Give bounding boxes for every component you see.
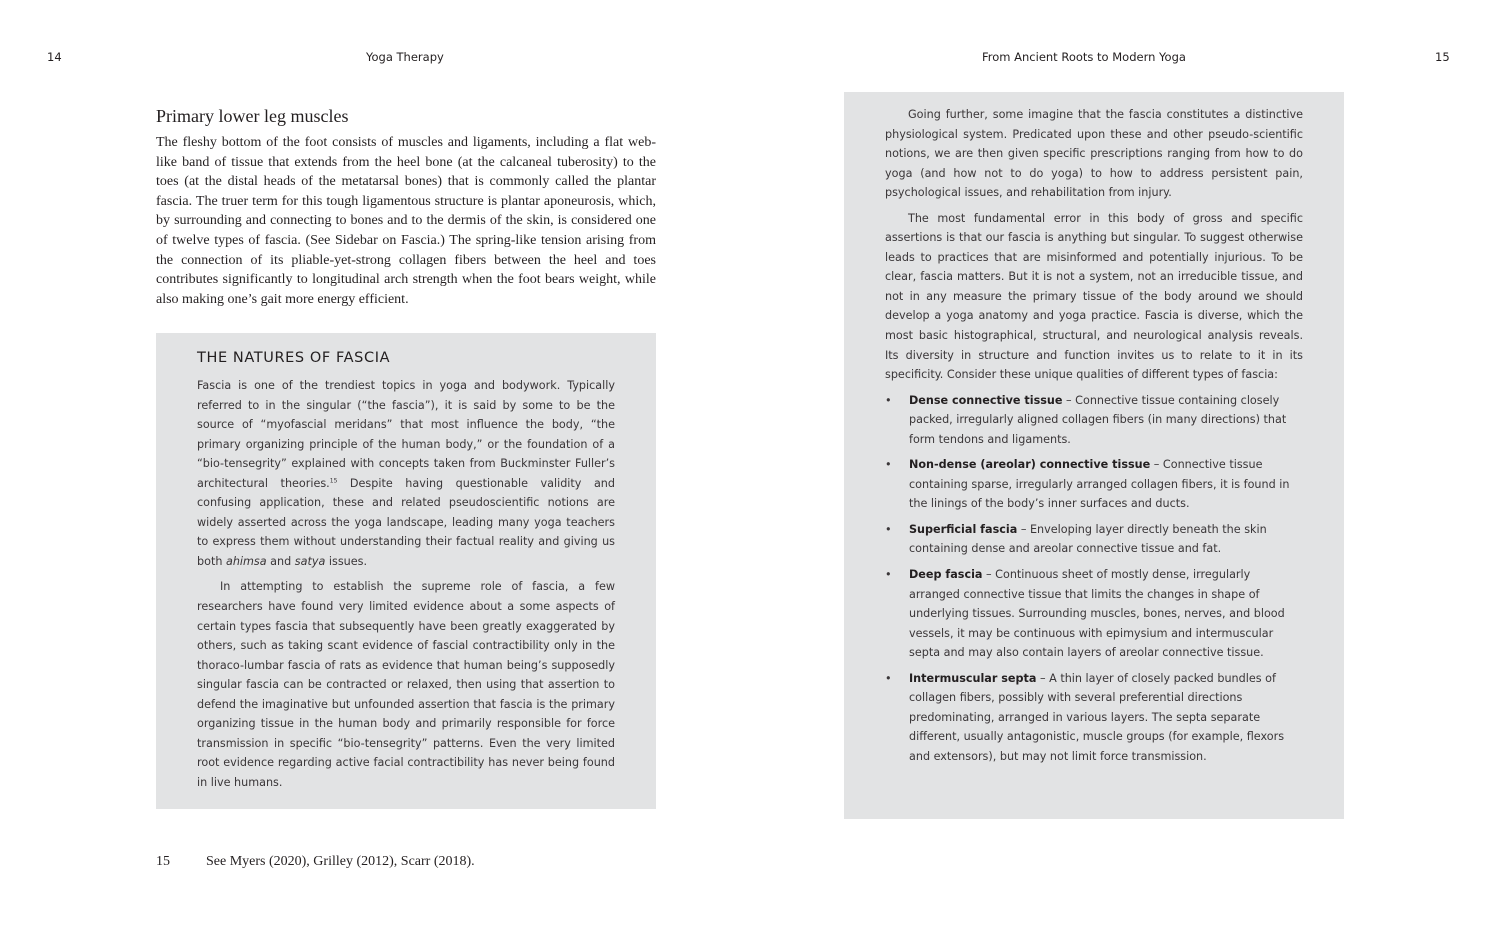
bullet-icon: • (885, 568, 892, 582)
list-item-term: Intermuscular septa (909, 671, 1037, 685)
sidebar-title: THE NATURES OF FASCIA (197, 350, 391, 366)
fascia-sidebar (156, 333, 656, 809)
list-item-text: – Connective tissue containing closely packed, irregularly aligned collagen fibers (in many directions) that form tendons and ligaments. (909, 393, 1287, 446)
list-item (885, 669, 1303, 767)
list-item-text: – A thin layer of closely packed bundles of collagen fibers, possibly with several preferential directions predominating, arranged in various layers. The septa separate different, usually antagonistic, muscle groups (for example, flexors and extensors), but may not limit force transmission. (909, 671, 1285, 763)
list-item-term: Dense connective tissue (909, 393, 1063, 407)
and-text: and (266, 554, 295, 568)
list-item (885, 565, 1303, 663)
ahimsa-term: ahimsa (225, 554, 267, 568)
body-paragraph: The fleshy bottom of the foot consists of muscles and ligaments, including a flat web-like band of tissue that extends from the heel bone (at the calcaneal tuberosity) to the toes (at the distal heads of the metatarsal bones) that is commonly called the plantar fascia. The truer term for this tough ligamentous structure is plantar aponeurosis, which, by surrounding and connecting to bones and to the dermis of the skin, is considered one of twelve types of fascia. (See Sidebar on Fascia.) The spring-like tension arising from the connection of its pliable-yet-strong collagen fibers between the heel and toes contributes significantly to longitudinal arch strength when the foot bears weight, while also making one’s gait more energy efficient. (156, 135, 656, 307)
list-item-term: Deep fascia (909, 568, 983, 582)
list-item-text: – Connective tissue containing sparse, irregularly arranged collagen fibers, it is found in the linings of the body’s inner surfaces and ducts. (909, 458, 1290, 511)
fascia-sidebar-continued (844, 92, 1344, 819)
sidebar-paragraph-1-text-a: Fascia is one of the trendiest topics in yoga and bodywork. Typically referred to in the singular (“the fascia”), it is said by some to be the source of “myofascial meridans” that most influence the body, “the primary organizing principle of the human body,” or the foundation of a “bio-tensegrity” explained with concepts taken from Buckminster Fuller’s architectural theories. (197, 379, 615, 490)
list-item (885, 455, 1303, 514)
footnote-reference: 15 (329, 477, 338, 484)
sidebar-paragraph-4: The most fundamental error in this body of gross and specific assertions is that our fascia is anything but singular. To suggest otherwise leads to practices that are misinformed and potentially injurious. To be clear, fascia matters. But it is not a system, not an irreducible tissue, and not in any measure the primary tissue of the body around we should develop a yoga anatomy and yoga practice. Fascia is diverse, which the most basic histographical, structural, and neurological analysis reveals. Its diversity in structure and function invites us to relate to it in its specificity. Consider these unique qualities of different types of fascia: (885, 211, 1303, 382)
section-heading: Primary lower leg muscles (156, 106, 349, 126)
bullet-icon: • (885, 671, 892, 685)
footnote-text: See Myers (2020), Grilley (2012), Scarr (2018). (206, 854, 475, 869)
paragraph-end-text: issues. (325, 554, 368, 568)
right-page-number: 15 (1435, 50, 1450, 64)
bullet-icon: • (885, 522, 892, 536)
footnote-number: 15 (156, 854, 170, 869)
list-item (885, 520, 1303, 559)
sidebar-paragraph-1 (197, 376, 615, 571)
list-item-term: Non-dense (areolar) connective tissue (909, 458, 1151, 472)
sidebar-paragraph-1-text-b: Despite having questionable validity and confusing application, these and related pseudoscientific notions are widely asserted across the yoga landscape, leading many yoga teachers to express them without understanding their factual reality and giving us both (197, 476, 615, 568)
fascia-types-list (885, 391, 1303, 767)
bullet-icon: • (885, 458, 892, 472)
list-item-term: Superficial fascia (909, 522, 1018, 536)
right-running-head: From Ancient Roots to Modern Yoga (982, 50, 1186, 64)
satya-term: satya (294, 554, 326, 568)
sidebar-paragraph-2: In attempting to establish the supreme role of fascia, a few researchers have found very limited evidence about a some aspects of certain types fascia that subsequently have been greatly exaggerated by others, such as taking scant evidence of fascial contractibility only in the thoraco-lumbar fascia of rats as evidence that human being’s supposedly singular fascia can be contracted or relaxed, then using that assertion to defend the imaginative but unfounded assertion that fascia is the primary organizing tissue in the human body and primarily responsible for force transmission in specific “bio-tensegrity” patterns. Even the very limited root evidence regarding active facial contractibility has never being found in live humans. (197, 580, 615, 789)
left-page-number: 14 (47, 50, 62, 64)
left-running-head: Yoga Therapy (366, 50, 444, 64)
sidebar-paragraph-3: Going further, some imagine that the fascia constitutes a distinctive physiological system. Predicated upon these and other pseudo-scientific notions, we are then given specific prescriptions ranging from how to do yoga (and how not to do yoga) to how to address persistent pain, psychological issues, and rehabilitation from injury. (885, 108, 1303, 200)
list-item (885, 391, 1303, 450)
list-item-text: – Enveloping layer directly beneath the skin containing dense and areolar connective tissue and fat. (909, 522, 1267, 556)
bullet-icon: • (885, 393, 892, 407)
list-item-text: – Continuous sheet of mostly dense, irregularly arranged connective tissue that limits the changes in shape of underlying tissues. Surrounding muscles, bones, nerves, and blood vessels, it may be continuous with epimysium and intermuscular septa and may also contain layers of areolar connective tissue. (909, 568, 1285, 660)
